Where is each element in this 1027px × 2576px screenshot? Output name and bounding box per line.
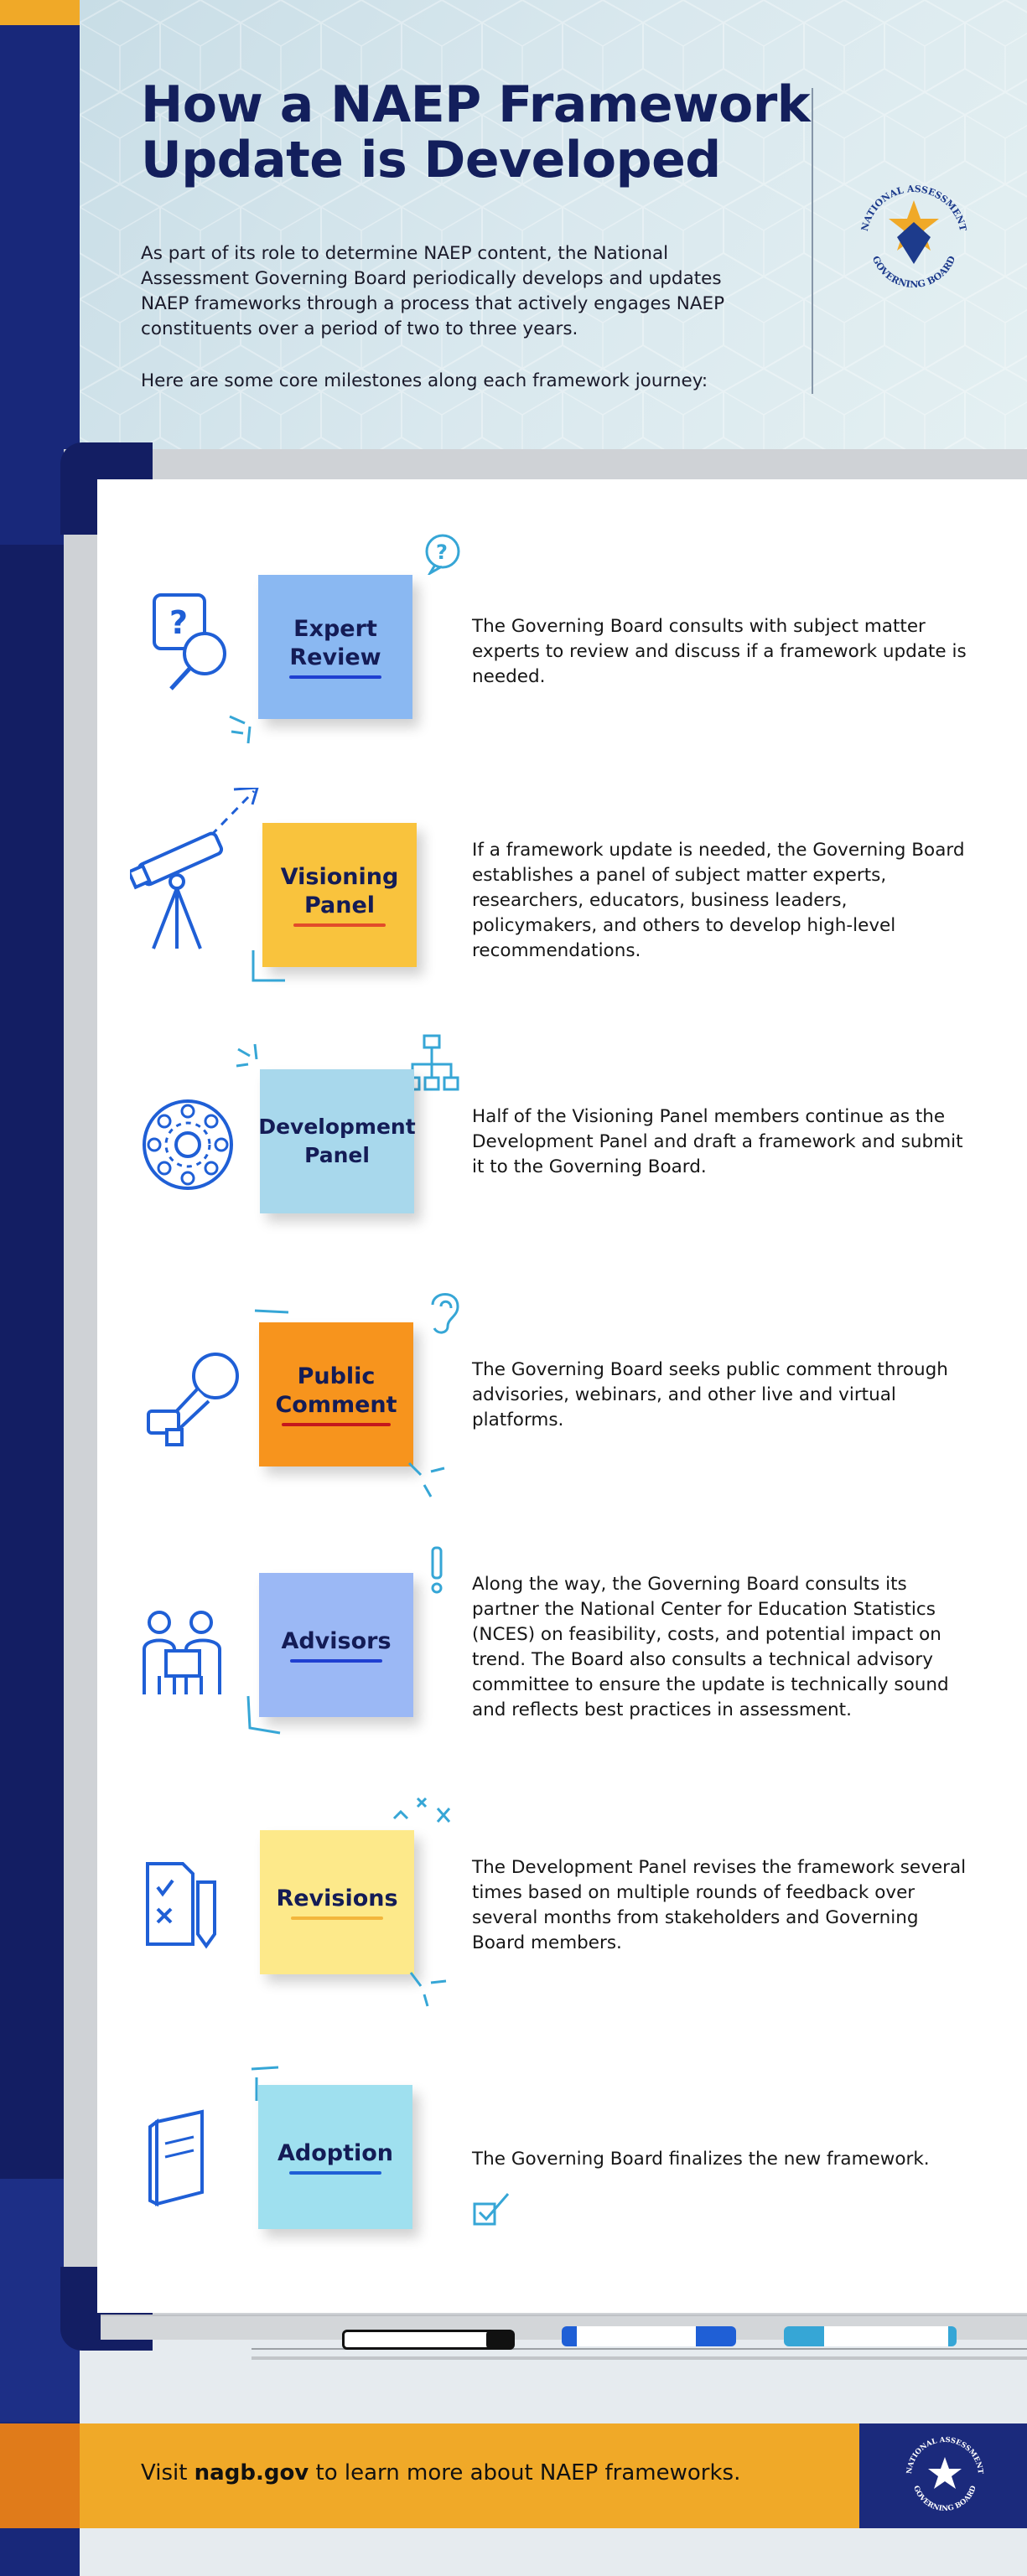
- marker-underline: [293, 923, 386, 927]
- black-marker-cap: [486, 2330, 515, 2350]
- people-icon: [141, 1609, 225, 1696]
- step-description: The Governing Board seeks public comment through advisories, webinars, and other live and virtual platforms.: [472, 1359, 948, 1430]
- accent-marks: [226, 708, 260, 746]
- marker-underline: [289, 2171, 381, 2175]
- step-label: Adoption: [277, 2140, 394, 2166]
- checkbox-icon: [471, 2191, 513, 2229]
- footer-text: Visit nagb.gov to learn more about NAEP frameworks.: [141, 2460, 741, 2485]
- svg-text:?: ?: [169, 604, 189, 641]
- note-adoption: [258, 2085, 412, 2229]
- accent-marks: [235, 1042, 268, 1073]
- footer-logo-panel: [859, 2423, 1027, 2528]
- nagb-seal-logo: [901, 2432, 988, 2519]
- marker-underline: [290, 1659, 382, 1663]
- step-label: Review: [289, 644, 381, 670]
- intro-milestones-text: Here are some core milestones along each framework journey:: [141, 370, 708, 391]
- step-label: Public: [297, 1363, 376, 1389]
- corner-bracket-mark: [243, 1693, 285, 1738]
- accent-marks: [406, 1460, 448, 1498]
- note-revisions: [260, 1830, 414, 1974]
- step-description: The Governing Board consults with subject matter experts to review and discuss if a framework update is needed.: [472, 616, 967, 687]
- step-label: Panel: [304, 1143, 370, 1167]
- tray-edge: [252, 2356, 1027, 2360]
- svg-text:?: ?: [436, 541, 448, 564]
- microphone-icon: [147, 1349, 247, 1446]
- step-description: Along the way, the Governing Board consults its partner the National Center for Education Statistics (NCES) on feasibility, costs, and potential impact on trend. The Board also consults a technical advisory committee to ensure the update is technically sound and reflects best practices in assessment.: [472, 1574, 949, 1720]
- note-public-comment: [259, 1322, 413, 1466]
- step-label: Expert: [293, 616, 377, 642]
- marker-underline: [291, 1916, 383, 1920]
- footer: [0, 2423, 1027, 2528]
- question-bubble-icon: [422, 533, 464, 575]
- step-description: Half of the Visioning Panel members continue as the Development Panel and draft a framework and submit it to the Governing Board.: [472, 1106, 963, 1177]
- step-description: The Governing Board finalizes the new framework.: [472, 2149, 930, 2170]
- intro-text: As part of its role to determine NAEP content, the National Assessment Governing Board periodically develops and updates NAEP frameworks through a process that actively engages NAEP constituents over a period of two to three years.: [141, 243, 725, 339]
- magnifier-question-icon: [151, 592, 243, 692]
- footer-orange-block: [0, 2423, 80, 2528]
- corner-bracket-mark: [248, 947, 290, 989]
- telescope-icon: [130, 788, 264, 955]
- step-label: Comment: [275, 1392, 397, 1418]
- svg-text:GOVERNING BOARD: GOVERNING BOARD: [911, 2485, 978, 2514]
- step-label: Advisors: [281, 1628, 392, 1654]
- checklist-pencil-icon: [144, 1860, 220, 1949]
- note-expert-review: [258, 575, 412, 719]
- gear-network-icon: [141, 1098, 241, 1198]
- marker-underline: [289, 675, 381, 679]
- svg-text:NATIONAL ASSESSMENT: NATIONAL ASSESSMENT: [905, 2435, 985, 2475]
- gold-accent: [0, 0, 80, 25]
- ear-icon: [424, 1286, 466, 1337]
- step-label: Visioning: [280, 864, 399, 890]
- note-development-panel: [260, 1069, 414, 1213]
- header: [80, 0, 1027, 453]
- book-icon: [147, 2108, 214, 2207]
- step-description: If a framework update is needed, the Governing Board establishes a panel of subject matter experts, researchers, educators, business leaders, policymakers, and others to develop high-level recommendations.: [472, 840, 965, 961]
- svg-text:NATIONAL ASSESSMENT: NATIONAL ASSESSMENT: [858, 183, 969, 233]
- lightblue-marker: [784, 2326, 957, 2346]
- note-visioning-panel: [262, 823, 417, 967]
- nagb-link[interactable]: nagb.gov: [194, 2460, 309, 2485]
- bottom-strip: [80, 2528, 1027, 2576]
- marker-underline: [282, 1423, 391, 1426]
- blue-marker: [562, 2326, 736, 2346]
- step-label: Revisions: [276, 1885, 398, 1911]
- sparkle-marks: [389, 1793, 456, 1835]
- page-title: How a NAEP Framework Update is Developed: [141, 75, 811, 189]
- nagb-seal-logo: [855, 172, 973, 306]
- step-description: The Development Panel revises the framework several times based on multiple rounds of feedback over several months from stakeholders and Governing Board members.: [472, 1857, 967, 1953]
- divider: [812, 88, 813, 394]
- step-label: Panel: [303, 892, 376, 918]
- accent-marks: [407, 1969, 449, 2008]
- step-label: Development: [258, 1115, 416, 1139]
- svg-text:GOVERNING BOARD: GOVERNING BOARD: [869, 254, 958, 291]
- exclamation-mark: [428, 1546, 448, 1596]
